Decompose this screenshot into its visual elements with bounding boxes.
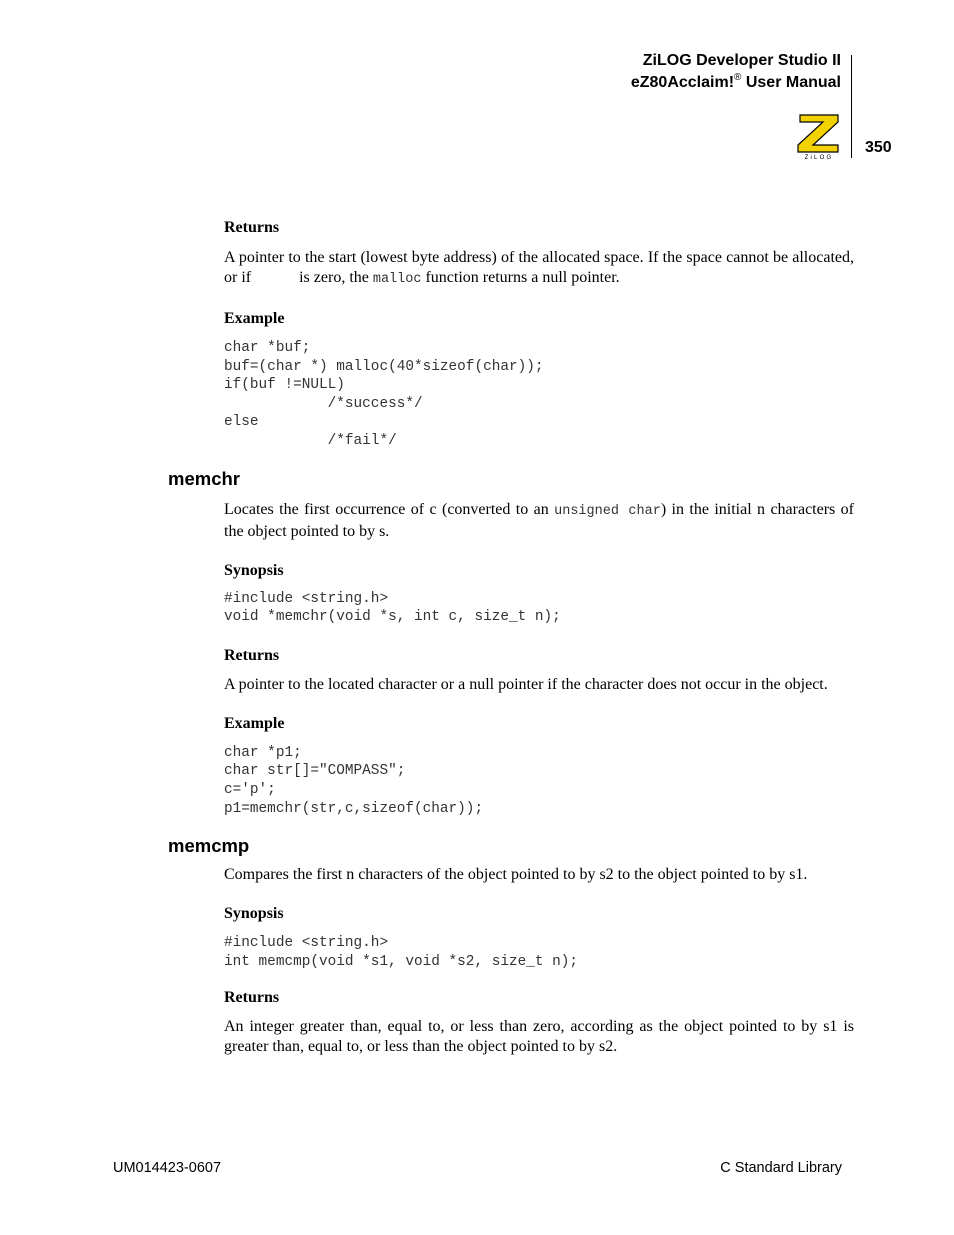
memcmp-description: Compares the first n characters of the object pointed to by s2 to the object pointed to by s1.: [224, 866, 808, 884]
page-number: 350: [865, 139, 892, 156]
memcmp-section-title: memcmp: [168, 835, 250, 857]
memcmp-synopsis-heading: Synopsis: [224, 905, 284, 923]
malloc-returns-heading: Returns: [224, 219, 280, 236]
footer-document-id: UM014423-0607: [113, 1160, 222, 1176]
memcmp-returns-heading: Returns: [224, 989, 280, 1007]
product-name: eZ80Acclaim!: [630, 74, 735, 91]
malloc-example-heading: Example: [224, 310, 285, 327]
malloc-example-code: char *buf; buf=(char *) malloc(40*sizeof(char)); if(buf !=NULL) /*success*/ else /*fail*/: [224, 340, 544, 449]
memchr-description: Locates the first occurrence of c (converted to an unsigned char) in the initial n characters of the object pointed to by s.: [224, 500, 854, 540]
svg-text:ZiLOG: ZiLOG: [804, 155, 834, 160]
registered-mark: ®: [734, 72, 742, 83]
zilog-logo: [796, 112, 842, 160]
memchr-returns-text: A pointer to the located character or a null pointer if the character does not occur in the object.: [224, 675, 828, 693]
manual-subtitle: [631, 72, 841, 92]
malloc-returns-text: A pointer to the start (lowest byte address) of the allocated space. If the space cannot be allocated, or if is zero, the malloc function returns a null pointer.: [224, 249, 854, 287]
header-divider: [851, 55, 852, 158]
memchr-synopsis-heading: Synopsis: [224, 561, 284, 579]
memchr-synopsis-code: #include <string.h> void *memchr(void *s, int c, size_t n);: [224, 590, 561, 626]
manual-type: User Manual: [741, 74, 841, 91]
manual-title: ZiLOG Developer Studio II: [642, 52, 841, 69]
memchr-returns-heading: Returns: [224, 646, 280, 664]
memchr-section-title: memchr: [168, 467, 240, 489]
memcmp-synopsis-code: #include <string.h> int memcmp(void *s1, void *s2, size_t n);: [224, 935, 579, 970]
footer-section-name: C Standard Library: [720, 1160, 842, 1176]
memchr-example-code: char *p1; char str[]="COMPASS"; c='p'; p1=memchr(str,c,sizeof(char));: [224, 744, 484, 817]
memcmp-returns-text: An integer greater than, equal to, or less than zero, according as the object pointed to by s1 is greater than, equal to, or less than the object pointed to by s2.: [224, 1018, 854, 1056]
memchr-example-heading: Example: [224, 714, 285, 732]
page-content: [168, 218, 854, 1057]
